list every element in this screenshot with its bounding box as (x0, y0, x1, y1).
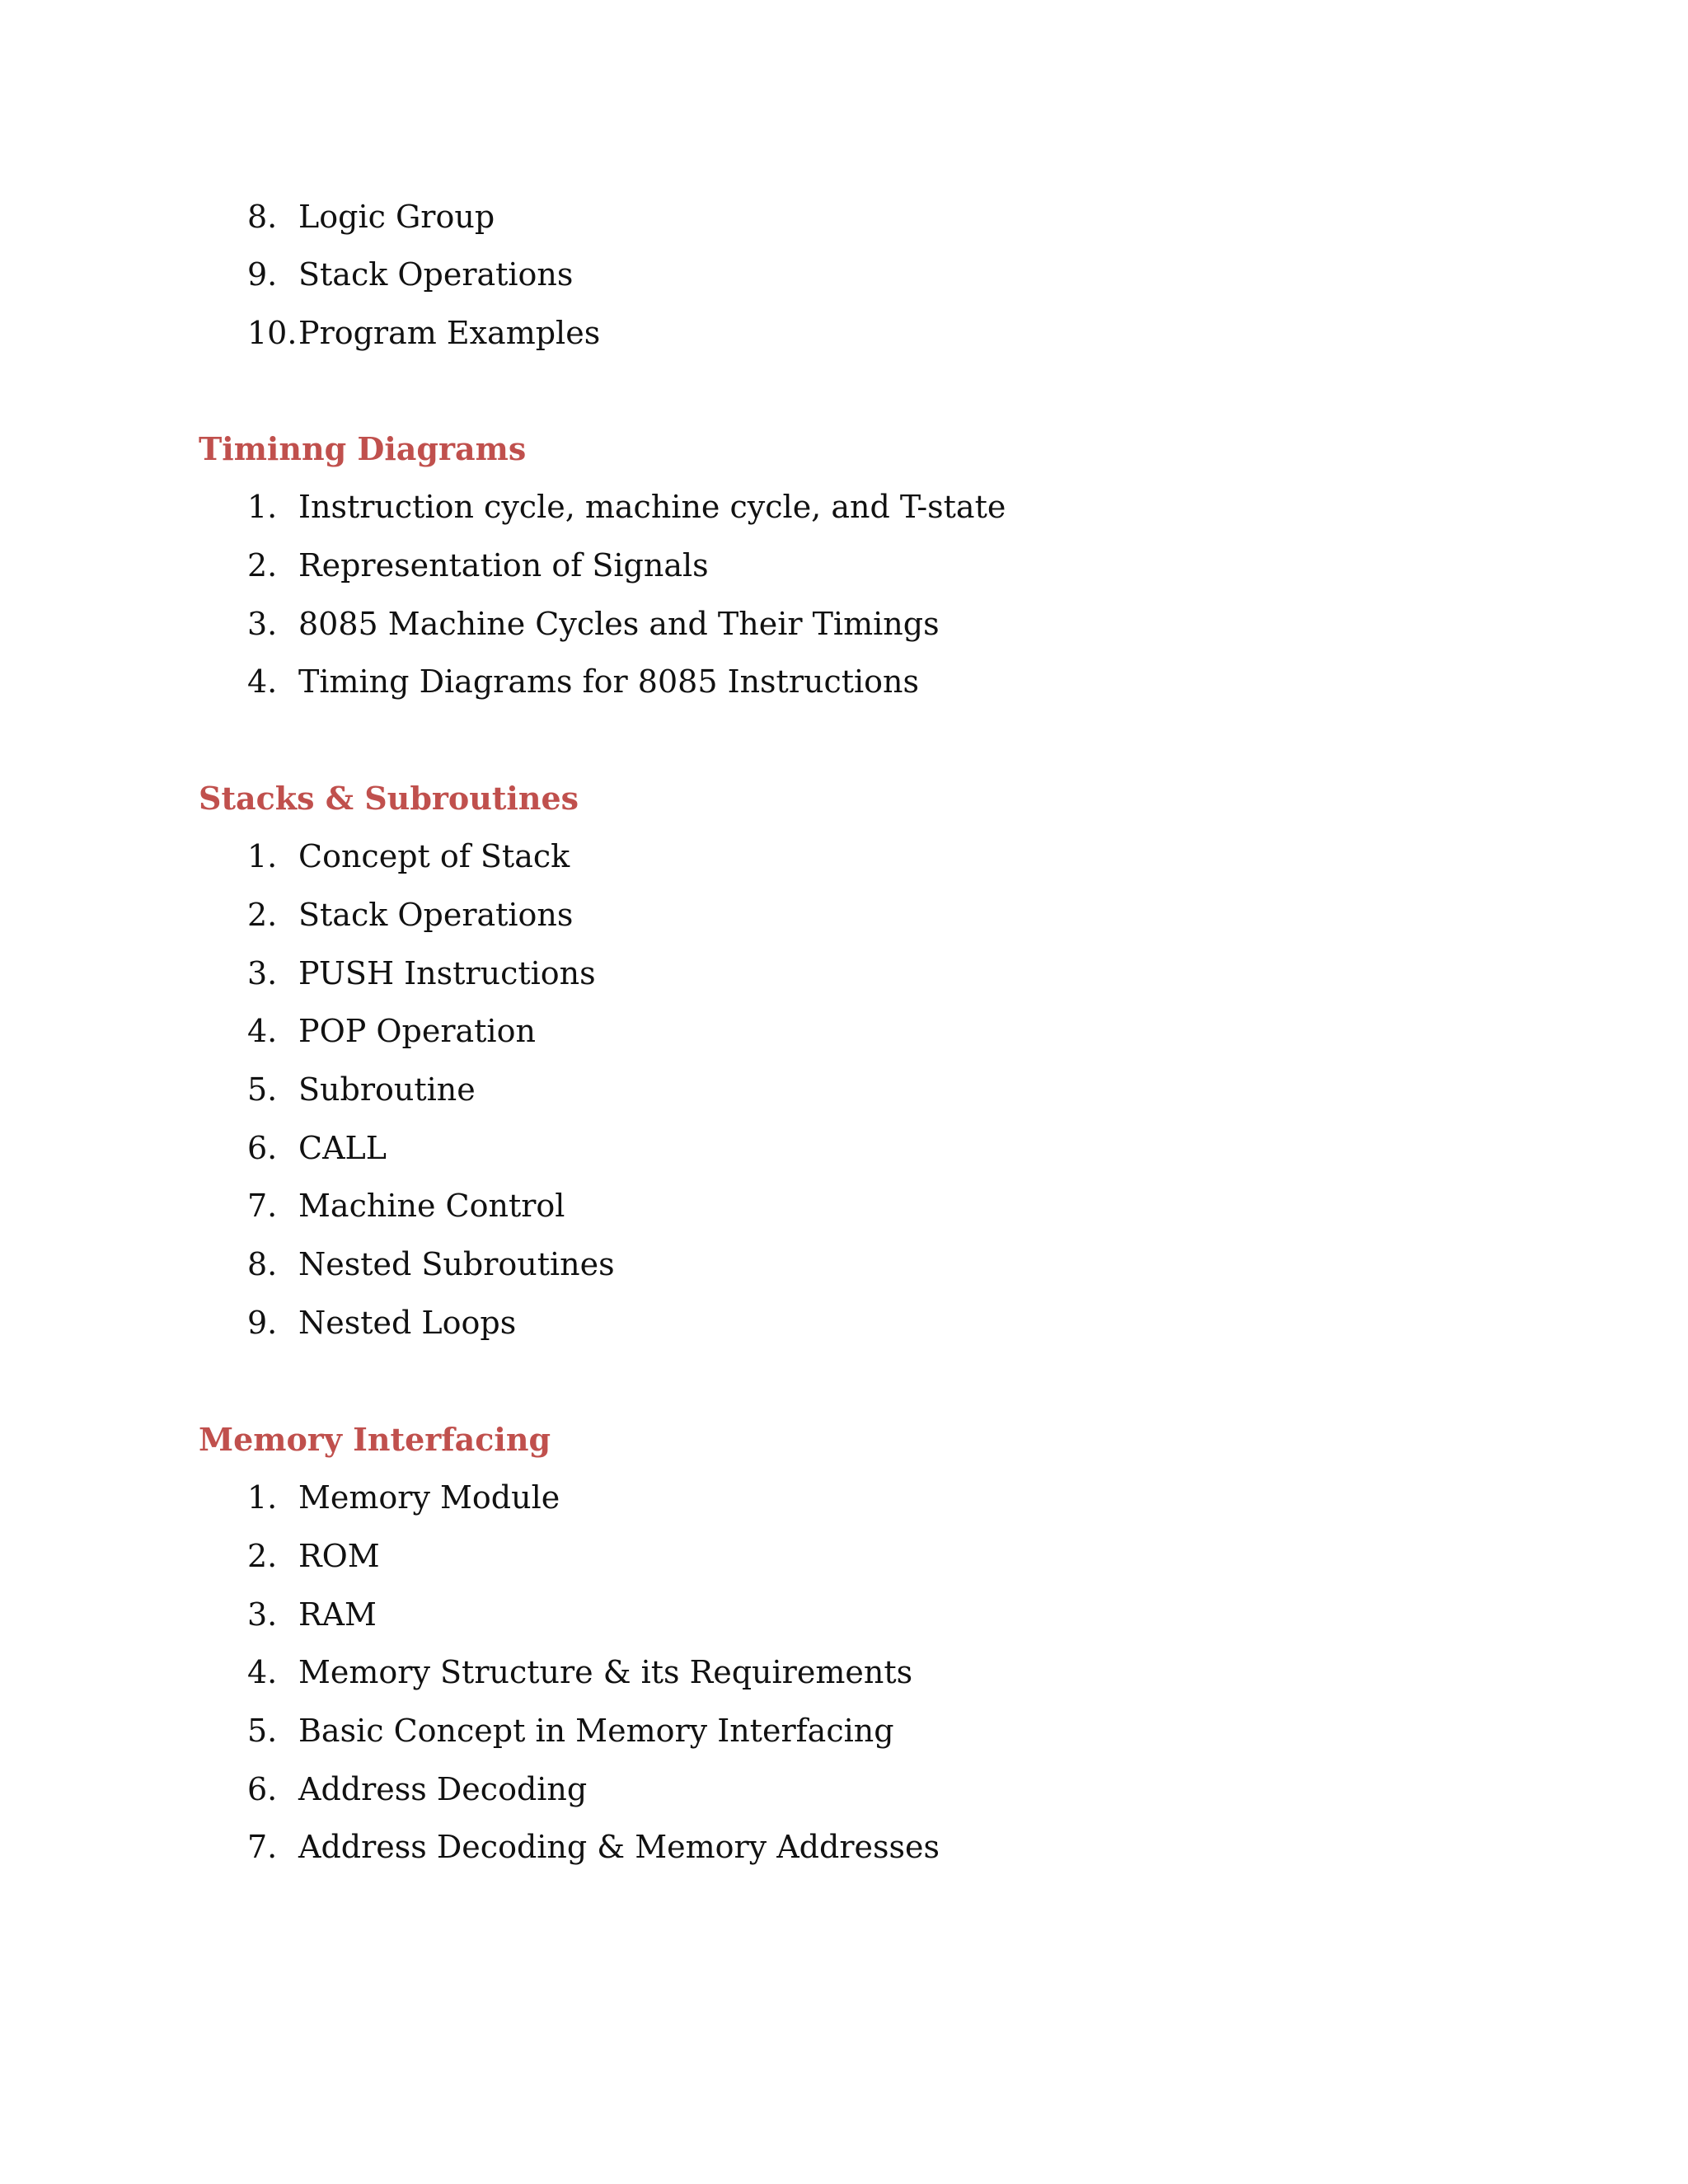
list-item-text: Subroutine (298, 1071, 476, 1108)
list-item-number: 10. (247, 315, 298, 351)
list-item-number: 2. (247, 897, 278, 933)
list-item-text: Nested Subroutines (298, 1246, 615, 1282)
list-item-number: 1. (247, 838, 278, 874)
list-item-text: Concept of Stack (298, 838, 570, 874)
list-item-number: 6. (247, 1130, 278, 1166)
list-item-text: POP Operation (298, 1013, 536, 1049)
list-item-number: 6. (247, 1771, 278, 1807)
list-item-number: 2. (247, 547, 278, 583)
list-item-text: PUSH Instructions (298, 955, 596, 991)
list-item-number: 8. (247, 1246, 278, 1282)
section-heading-memory: Memory Interfacing (199, 1421, 551, 1458)
list-item-text: Memory Structure & its Requirements (298, 1654, 913, 1690)
list-item-text: 8085 Machine Cycles and Their Timings (298, 606, 940, 642)
list-item-text: Machine Control (298, 1188, 565, 1224)
list-item-number: 3. (247, 1596, 278, 1633)
list-item-number: 4. (247, 663, 278, 700)
list-item-number: 8. (247, 199, 278, 235)
list-item-number: 7. (247, 1829, 278, 1865)
list-item-text: Nested Loops (298, 1305, 517, 1341)
list-item-number: 3. (247, 955, 278, 991)
list-item-number: 9. (247, 1305, 278, 1341)
list-item-number: 7. (247, 1188, 278, 1224)
list-item-number: 2. (247, 1538, 278, 1574)
list-item-text: Stack Operations (298, 897, 574, 933)
list-item-text: Address Decoding (298, 1771, 588, 1807)
list-item-text: CALL (298, 1130, 387, 1166)
list-item-text: Basic Concept in Memory Interfacing (298, 1713, 894, 1749)
list-item-number: 3. (247, 606, 278, 642)
list-item-number: 1. (247, 1479, 278, 1516)
list-item-text: Timing Diagrams for 8085 Instructions (298, 663, 920, 700)
list-item-number: 1. (247, 489, 278, 525)
list-item-text: Program Examples (298, 315, 601, 351)
list-item-number: 4. (247, 1654, 278, 1690)
list-item-number: 5. (247, 1713, 278, 1749)
list-item-number: 4. (247, 1013, 278, 1049)
list-item-text: Instruction cycle, machine cycle, and T-state (298, 489, 1006, 525)
list-item-text: Stack Operations (298, 256, 574, 293)
list-item-text: Memory Module (298, 1479, 560, 1516)
list-item-number: 9. (247, 256, 278, 293)
list-item-text: ROM (298, 1538, 380, 1574)
list-item-number: 5. (247, 1071, 278, 1108)
list-item-text: Representation of Signals (298, 547, 709, 583)
section-heading-timing: Timinng Diagrams (199, 430, 527, 467)
list-item-text: RAM (298, 1596, 377, 1633)
list-item-text: Address Decoding & Memory Addresses (298, 1829, 940, 1865)
section-heading-stacks: Stacks & Subroutines (199, 780, 579, 817)
list-item-text: Logic Group (298, 199, 495, 235)
